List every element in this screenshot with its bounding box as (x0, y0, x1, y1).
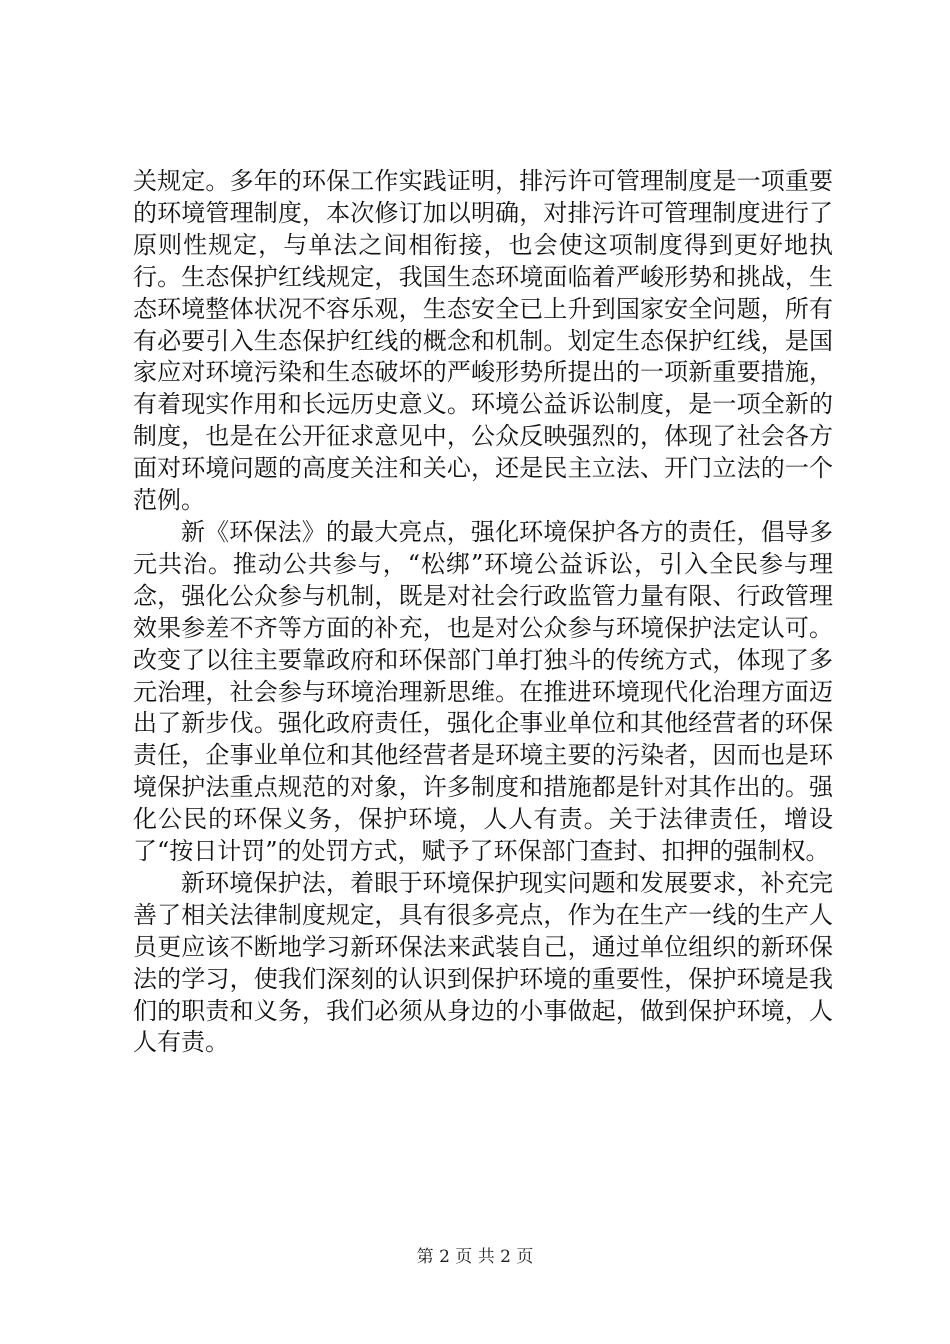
paragraph-environmental-law-highlights: 新《环保法》的最大亮点，强化环境保护各方的责任，倡导多元共治。推动公共参与，“松绑”环境公益诉讼，引入全民参与理念，强化公众参与机制，既是对社会行政监管力量有限、行政管理效果参差不齐等方面的补充，也是对公众参与环境保护法定认可。改变了以往主要靠政府和环保部门单打独斗的传统方式，体现了多元治理，社会参与环境治理新思维。在推进环境现代化治理方面迈出了新步伐。强化政府责任，强化企事业单位和其他经营者的环保责任，企事业单位和其他经营者是环境主要的污染者，因而也是环境保护法重点规范的对象，许多制度和措施都是针对其作出的。强化公民的环保义务，保护环境，人人有责。关于法律责任，增设了“按日计罚”的处罚方式，赋予了环保部门查封、扣押的强制权。 (133, 517, 833, 866)
document-body (133, 166, 833, 1059)
page-number-footer: 第 2 页 共 2 页 (416, 1247, 534, 1267)
paragraph-conclusion: 新环境保护法，着眼于环境保护现实问题和发展要求，补充完善了相关法律制度规定，具有很多亮点，作为在生产一线的生产人员更应该不断地学习新环保法来武装自己，通过单位组织的新环保法的学习，使我们深刻的认识到保护环境的重要性，保护环境是我们的职责和义务，我们必须从身边的小事做起，做到保护环境，人人有责。 (133, 868, 833, 1057)
paragraph-continuation: 关规定。多年的环保工作实践证明，排污许可管理制度是一项重要的环境管理制度，本次修订加以明确，对排污许可管理制度进行了原则性规定，与单法之间相衔接，也会使这项制度得到更好地执行。生态保护红线规定，我国生态环境面临着严峻形势和挑战，生态环境整体状况不容乐观，生态安全已上升到国家安全问题，所有有必要引入生态保护红线的概念和机制。划定生态保护红线，是国家应对环境污染和生态破坏的严峻形势所提出的一项新重要措施，有着现实作用和长远历史意义。环境公益诉讼制度，是一项全新的制度，也是在公开征求意见中，公众反映强烈的，体现了社会各方面对环境问题的高度关注和关心，还是民主立法、开门立法的一个范例。 (133, 167, 833, 515)
